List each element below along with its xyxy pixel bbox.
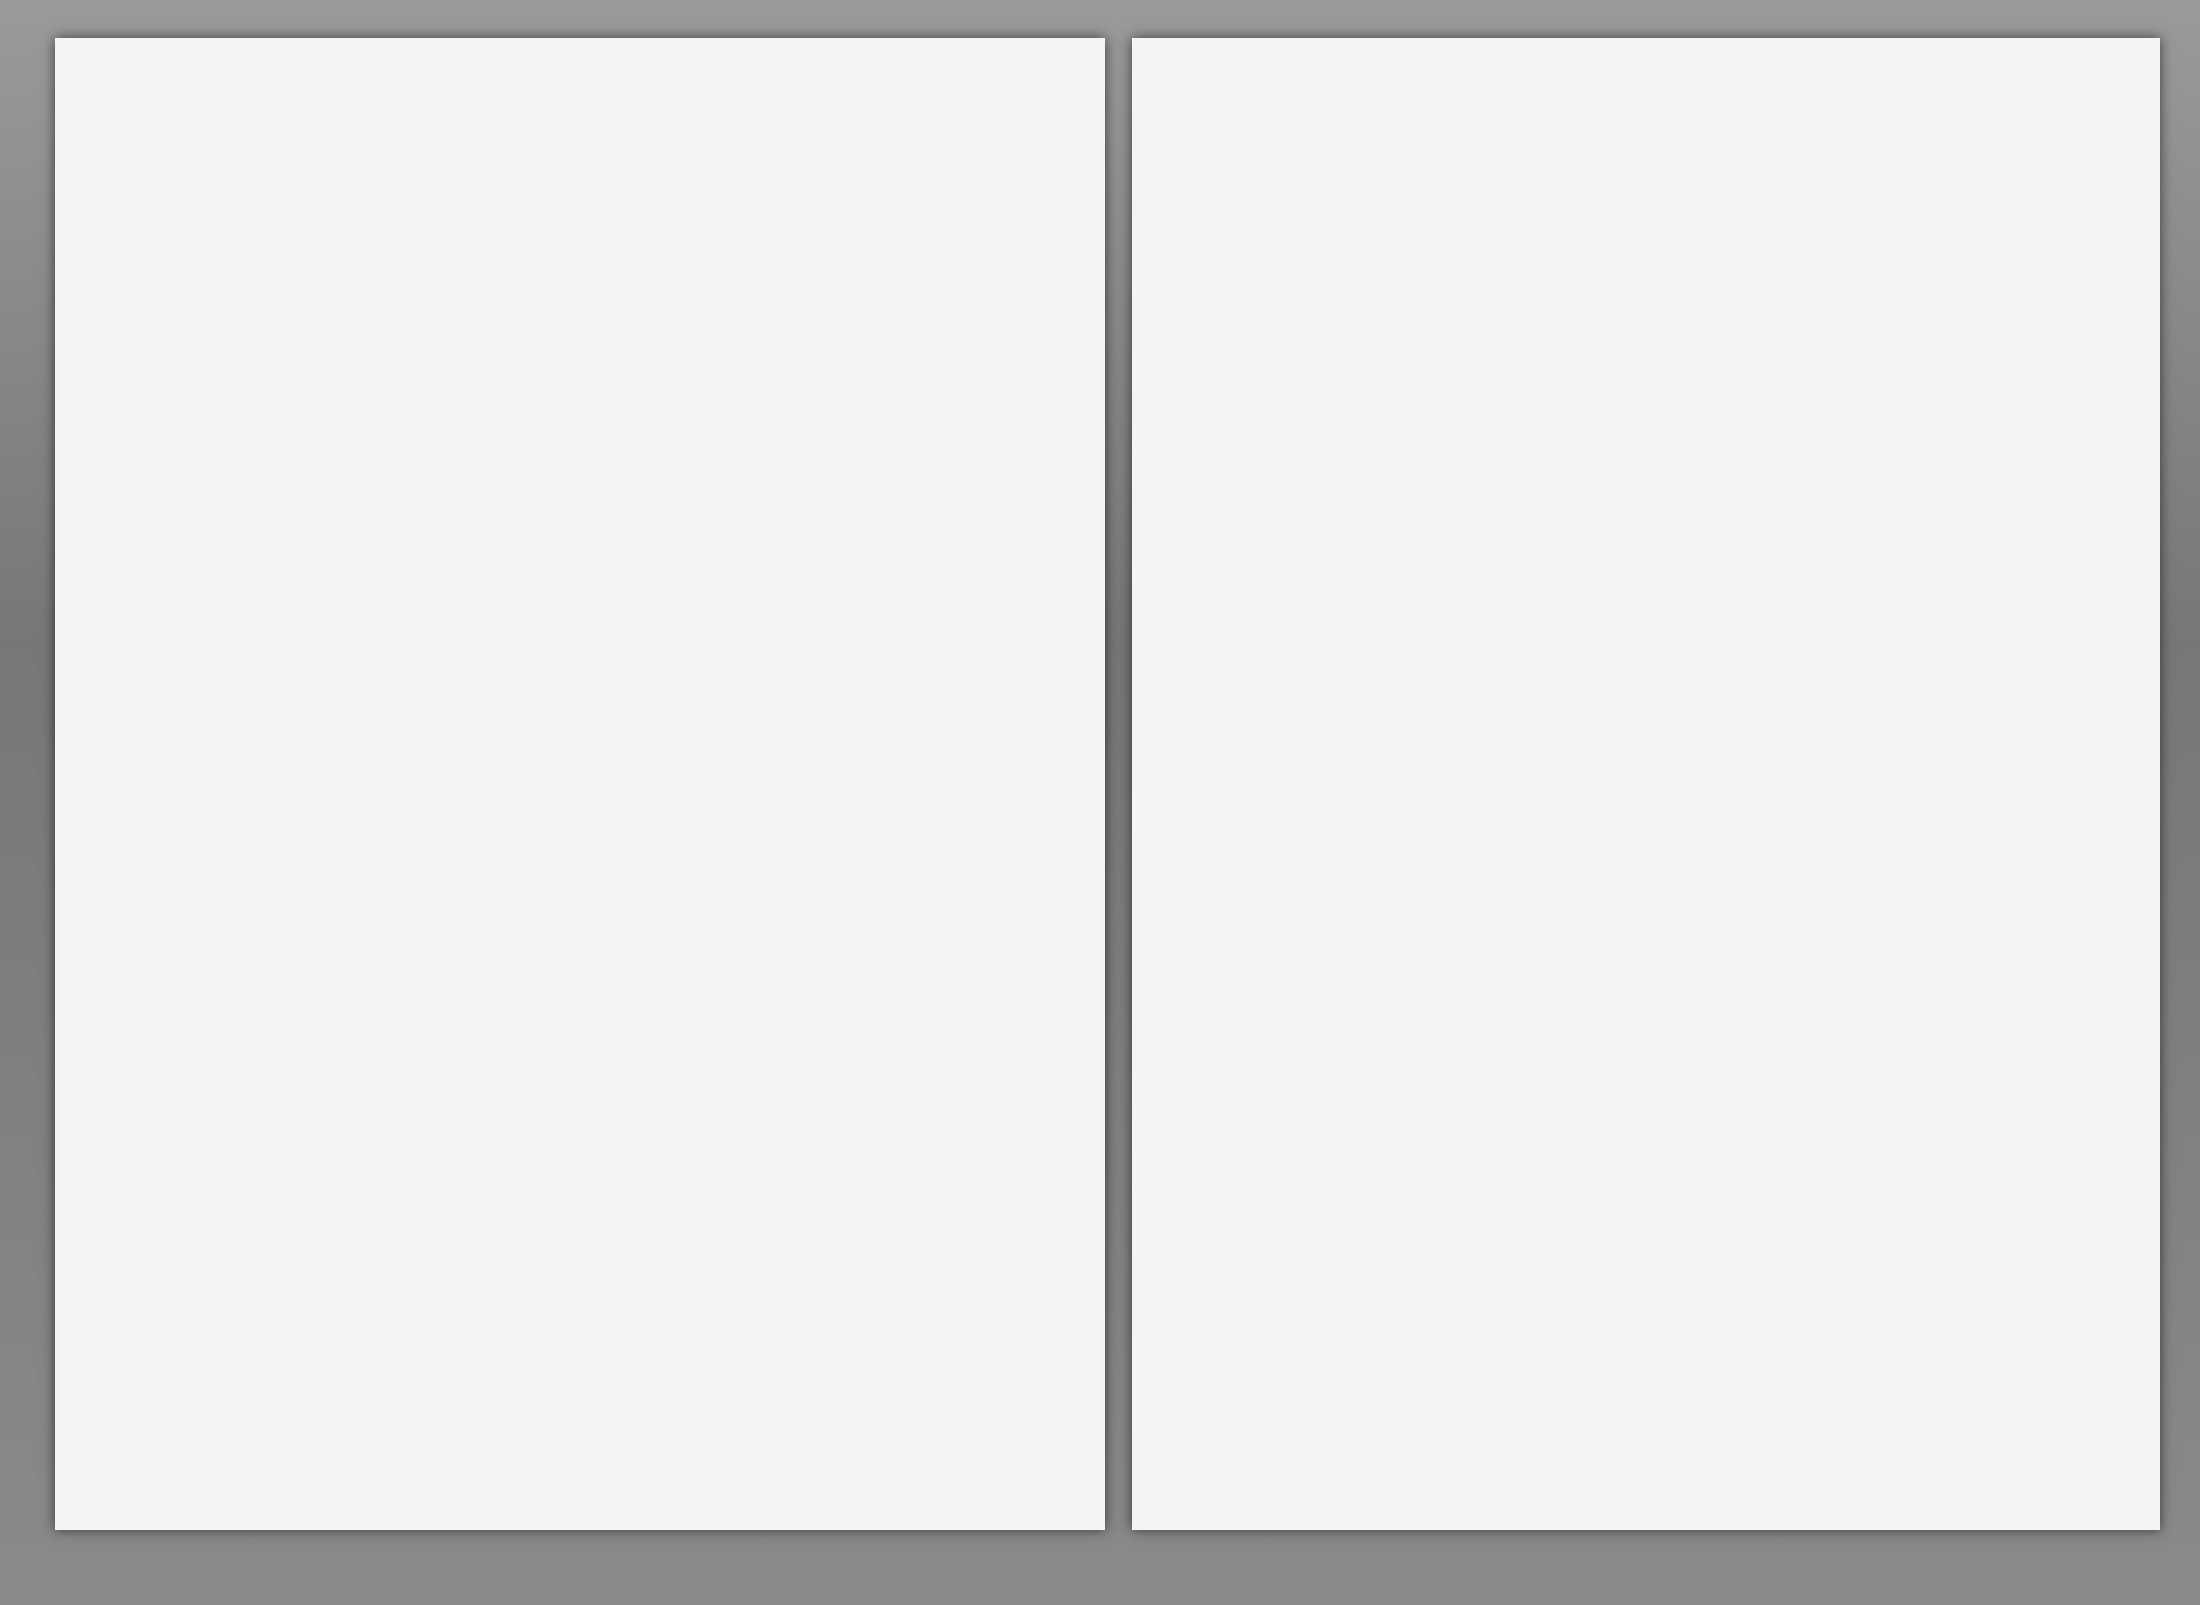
left-page-grid bbox=[55, 38, 1105, 1530]
left-page bbox=[55, 38, 1105, 1530]
right-page bbox=[1132, 38, 2160, 1530]
right-page-grid bbox=[1132, 38, 2160, 1530]
